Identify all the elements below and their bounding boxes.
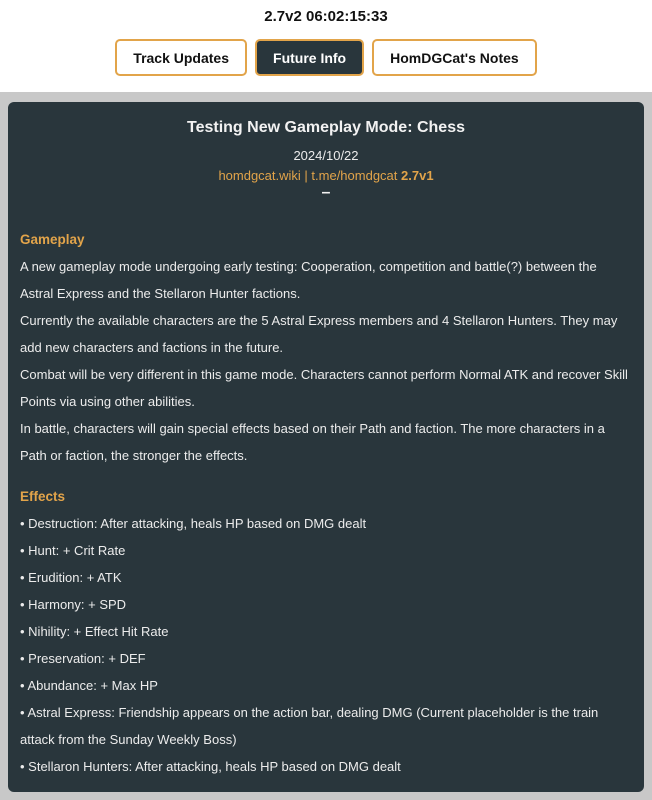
tab-bar	[0, 39, 652, 76]
top-bar	[0, 0, 652, 92]
section-spacer	[20, 469, 632, 483]
source-version: 2.7v1	[401, 168, 434, 183]
tab-homdgcat-notes[interactable]: HomDGCat's Notes	[372, 39, 537, 76]
effect-item-erudition: • Erudition: + ATK	[20, 570, 122, 585]
gameplay-paragraph: In battle, characters will gain special effects based on their Path and faction. The more characters in a Path or faction, the stronger the effects.	[20, 421, 605, 463]
effect-item-stellaron-hunters: • Stellaron Hunters: After attacking, heals HP based on DMG dealt	[20, 759, 401, 774]
effect-item-nihility: • Nihility: + Effect Hit Rate	[20, 624, 169, 639]
effect-item-destruction: • Destruction: After attacking, heals HP based on DMG dealt	[20, 516, 367, 531]
article-date: 2024/10/22	[293, 148, 359, 163]
effect-item-harmony: • Harmony: + SPD	[20, 597, 127, 612]
article-source	[8, 168, 644, 183]
gameplay-paragraph: Currently the available characters are the 5 Astral Express members and 4 Stellaron Hunters. They may add new characters and factions in the future.	[20, 313, 618, 355]
gameplay-paragraph: Combat will be very different in this game mode. Characters cannot perform Normal ATK and recover Skill Points via using other abilities.	[20, 367, 628, 409]
article-panel	[8, 102, 644, 792]
source-links[interactable]: homdgcat.wiki | t.me/homdgcat	[218, 168, 398, 183]
title-divider: –	[321, 184, 331, 201]
tab-track-updates[interactable]: Track Updates	[115, 39, 247, 76]
tab-future-info[interactable]: Future Info	[255, 39, 364, 76]
effect-item-astral-express: • Astral Express: Friendship appears on the action bar, dealing DMG (Current placeholder is the train attack from the Sunday Weekly Boss)	[20, 705, 599, 747]
version-timestamp: 2.7v2 06:02:15:33	[264, 8, 388, 25]
effect-item-preservation: • Preservation: + DEF	[20, 651, 146, 666]
content-frame	[0, 92, 652, 800]
gameplay-paragraph: A new gameplay mode undergoing early testing: Cooperation, competition and battle(?) between the Astral Express and the Stellaron Hunter factions.	[20, 259, 597, 301]
effects-heading: Effects	[20, 489, 66, 504]
article-body	[20, 226, 632, 780]
article-title: Testing New Gameplay Mode: Chess	[187, 119, 465, 136]
effect-item-abundance: • Abundance: + Max HP	[20, 678, 158, 693]
effect-item-hunt: • Hunt: + Crit Rate	[20, 543, 126, 558]
gameplay-heading: Gameplay	[20, 232, 85, 247]
